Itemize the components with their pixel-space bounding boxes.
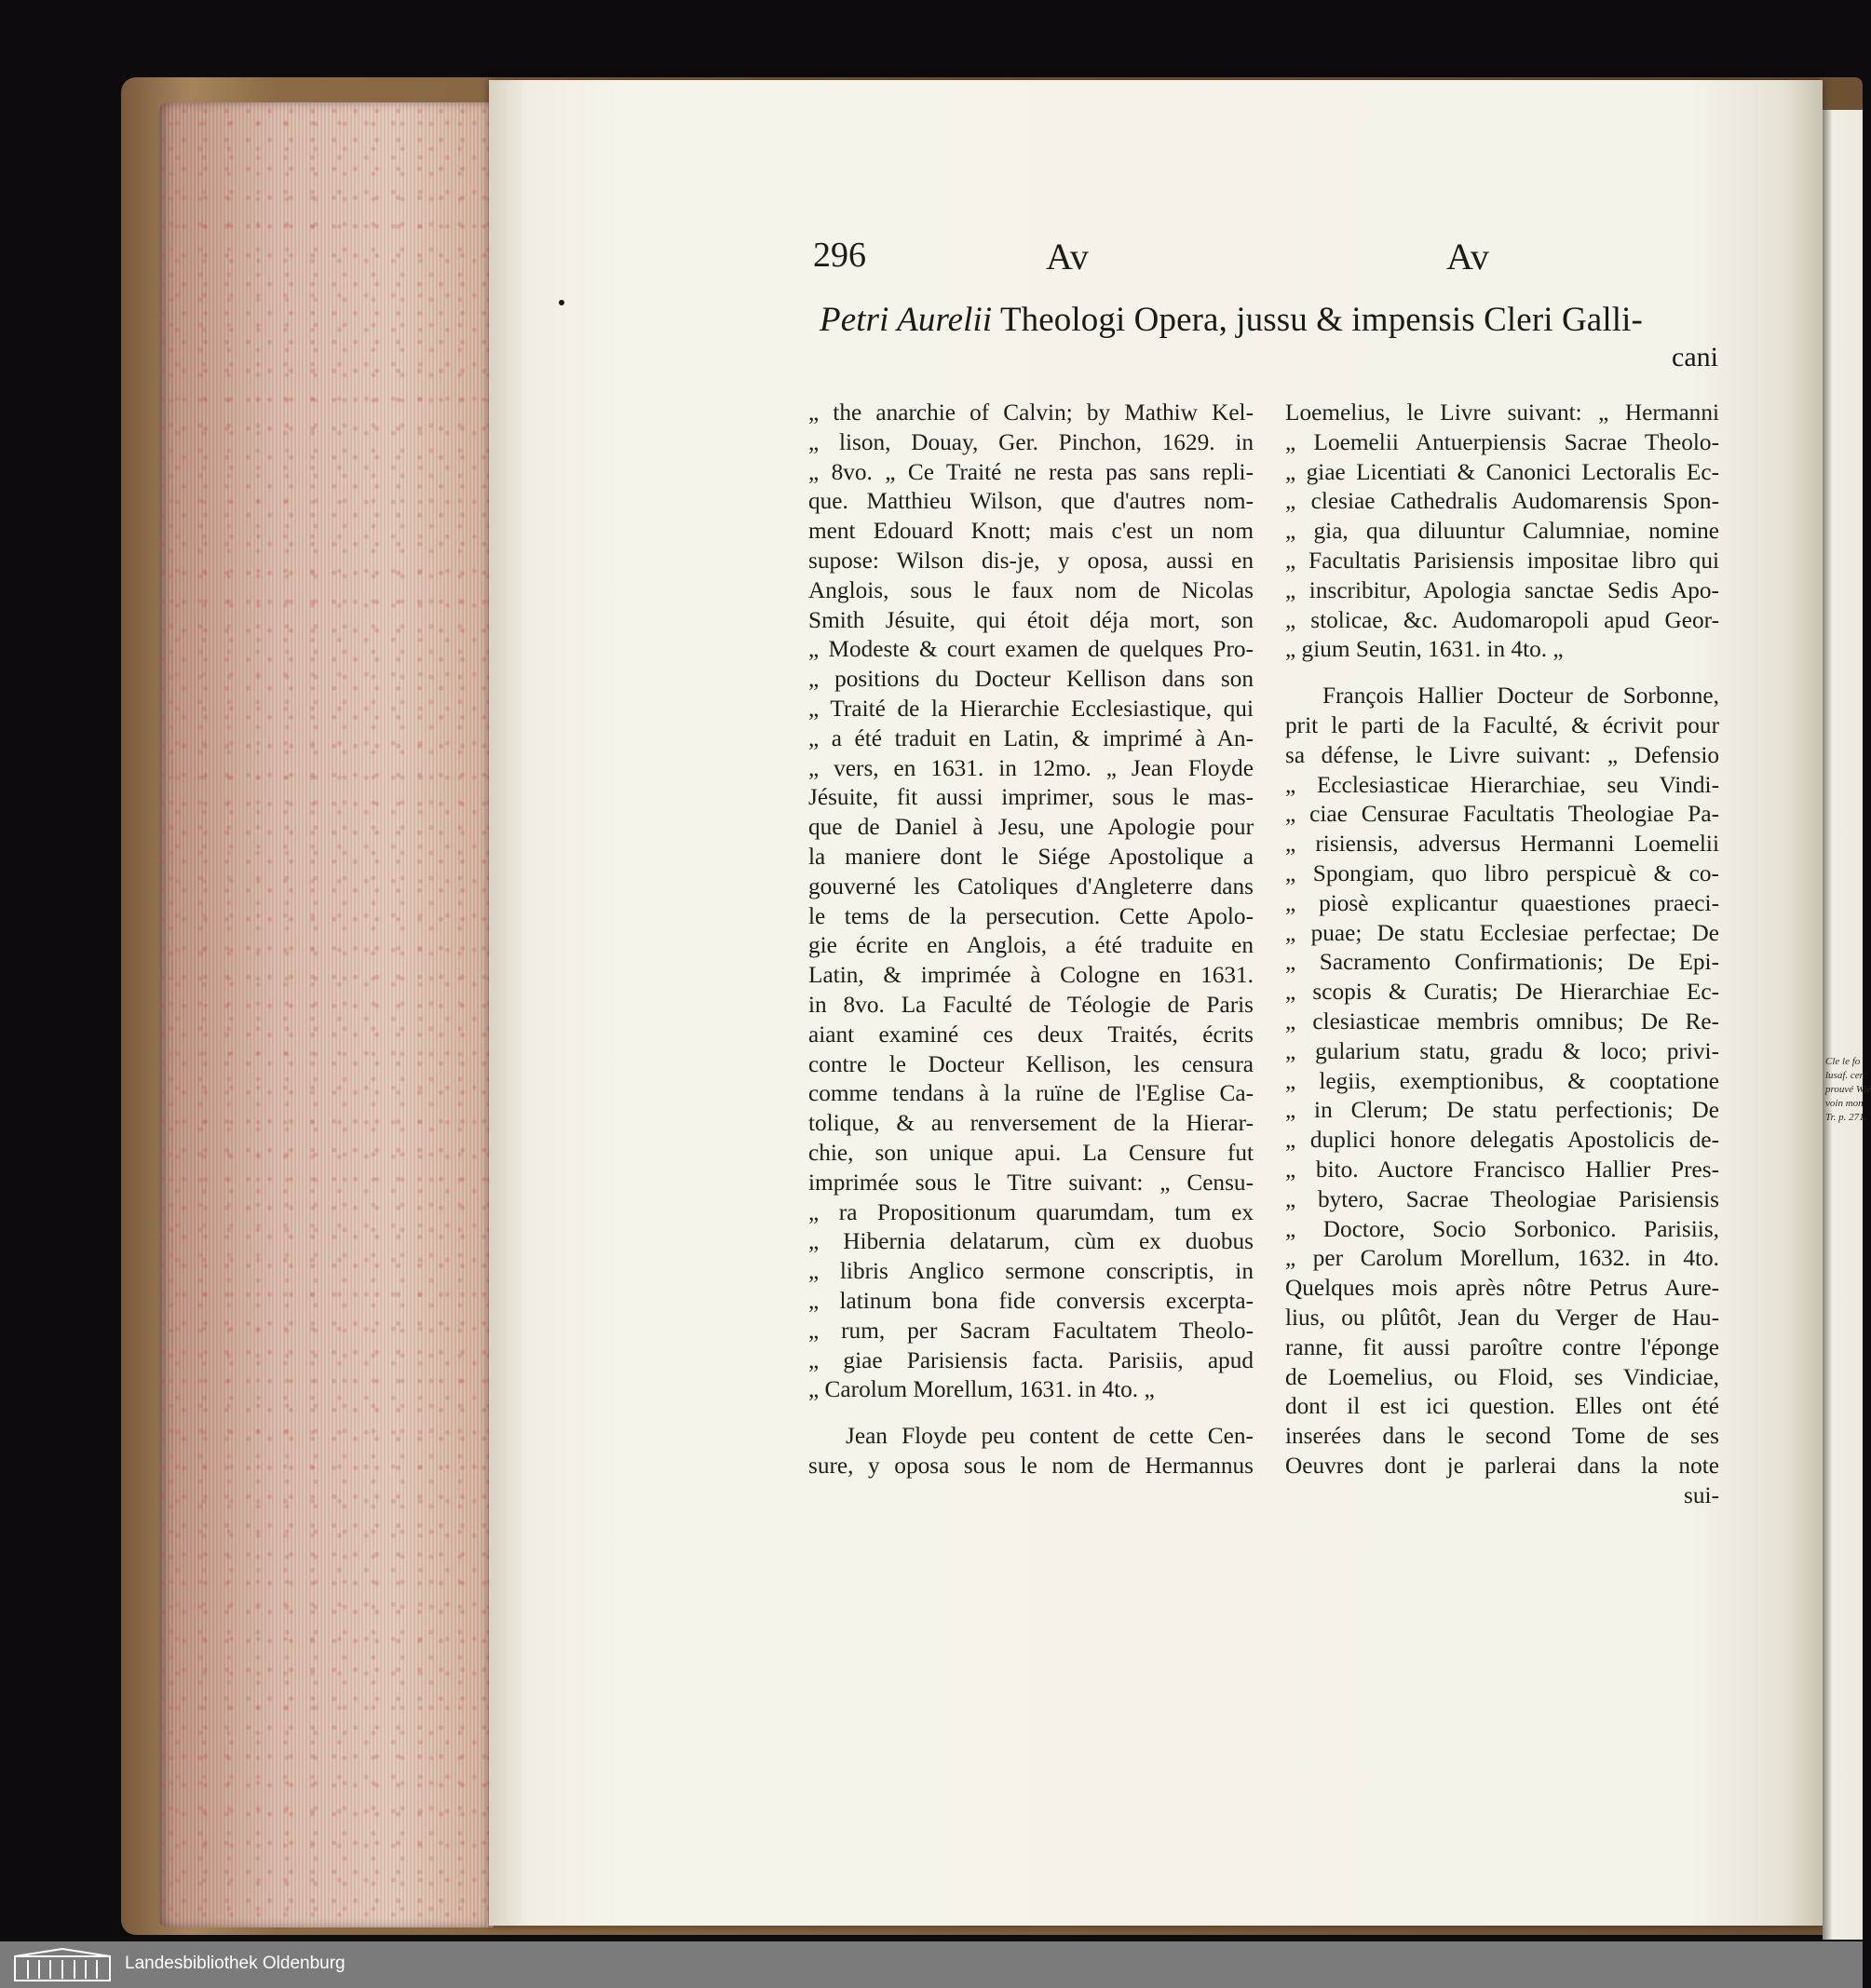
text-line: „ gularium statu, gradu & loco; privi- <box>1285 1037 1719 1064</box>
text-line: „ giae Licentiati & Canonici Lectoralis Ec- <box>1285 458 1719 485</box>
text-line: prit le parti de la Faculté, & écrivit pour <box>1285 711 1719 738</box>
text-line: „ clesiasticae membris omnibus; De Re- <box>1285 1008 1719 1035</box>
ink-dot <box>559 300 564 305</box>
text-line: „ the anarchie of Calvin; by Mathiw Kel- <box>808 399 1254 426</box>
running-head-left: Av <box>1046 236 1089 277</box>
text-line: gouverné les Catoliques d'Angleterre dans <box>808 872 1254 899</box>
text-line: de Loemelius, ou Floid, ses Vindiciae, <box>1285 1363 1719 1390</box>
text-line: „ per Carolum Morellum, 1632. in 4to. <box>1285 1245 1719 1272</box>
entry-title <box>820 300 1719 340</box>
text-line: „ Spongiam, quo libro perspicuè & co- <box>1285 859 1719 886</box>
text-line: in 8vo. La Faculté de Téologie de Paris <box>808 991 1254 1018</box>
left-text-column <box>808 399 1254 1481</box>
right-text-column <box>1285 399 1719 1510</box>
text-line: „ Traité de la Hierarchie Ecclesiastique, qui <box>808 695 1254 722</box>
text-line: comme tendans à la ruïne de l'Eglise Ca- <box>808 1080 1254 1107</box>
text-line: Latin, & imprimée à Cologne en 1631. <box>808 962 1254 989</box>
text-line: „ ra Propositionum quarumdam, tum ex <box>808 1198 1254 1225</box>
text-line: „ risiensis, adversus Hermanni Loemelii <box>1285 831 1719 858</box>
text-line: „ gium Seutin, 1631. in 4to. „ <box>1285 636 1564 663</box>
text-line: inserées dans le second Tome de ses <box>1285 1423 1719 1450</box>
text-line: François Hallier Docteur de Sorbonne, <box>1322 683 1719 710</box>
entry-title-author: Petri Aurelii <box>820 301 993 339</box>
text-line: „ scopis & Curatis; De Hierarchiae Ec- <box>1285 979 1719 1006</box>
text-line: „ bytero, Sacrae Theologiae Parisiensis <box>1285 1185 1719 1212</box>
text-line: „ giae Parisiensis facta. Parisiis, apud <box>808 1346 1254 1373</box>
text-line: que de Daniel à Jesu, une Apologie pour <box>808 814 1254 841</box>
text-line: „ Carolum Morellum, 1631. in 4to. „ <box>808 1376 1155 1403</box>
catchword: sui- <box>1684 1481 1719 1508</box>
text-line: tolique, & au renversement de la Hierar- <box>808 1110 1254 1137</box>
text-line: „ a été traduit en Latin, & imprimé à An- <box>808 724 1254 751</box>
library-building-icon <box>11 1947 114 1982</box>
text-line: sure, y oposa sous le nom de Hermannus <box>808 1452 1254 1479</box>
text-line: „ Ecclesiasticae Hierarchiae, seu Vindi- <box>1285 771 1719 798</box>
text-line: lius, ou plûtôt, Jean du Verger de Hau- <box>1285 1304 1719 1331</box>
text-line: imprimée sous le Titre suivant: „ Censu- <box>808 1169 1254 1196</box>
text-line: „ 8vo. „ Ce Traité ne resta pas sans repli- <box>808 458 1254 485</box>
text-line: le tems de la persecution. Cette Apolo- <box>808 902 1254 929</box>
text-line: „ Sacramento Confirmationis; De Epi- <box>1285 949 1719 976</box>
text-line: „ Modeste & court examen de quelques Pro- <box>808 636 1254 663</box>
text-line: „ Hibernia delatarum, cùm ex duobus <box>808 1228 1254 1255</box>
text-line: „ Facultatis Parisiensis impositae libro qui <box>1285 547 1719 574</box>
text-line: „ inscribitur, Apologia sanctae Sedis Apo- <box>1285 576 1719 603</box>
institution-name: Landesbibliothek Oldenburg <box>125 1954 346 1973</box>
text-line: la maniere dont le Siége Apostolique a <box>808 843 1254 870</box>
text-line: Jean Floyde peu content de cette Cen- <box>846 1423 1254 1450</box>
text-line: „ clesiae Cathedralis Audomarensis Spon- <box>1285 488 1719 515</box>
text-line: chie, son unique apui. La Censure fut <box>808 1139 1254 1166</box>
running-head-right: Av <box>1446 236 1489 277</box>
text-line: „ Loemelii Antuerpiensis Sacrae Theolo- <box>1285 428 1719 455</box>
entry-title-continuation: cani <box>1672 342 1718 372</box>
text-line: „ rum, per Sacram Facultatem Theolo- <box>808 1317 1254 1344</box>
text-line: sa défense, le Livre suivant: „ Defensio <box>1285 741 1719 768</box>
text-line: Quelques mois après nôtre Petrus Aure- <box>1285 1275 1719 1302</box>
text-line: „ duplici honore delegatis Apostolicis de- <box>1285 1127 1719 1154</box>
text-line: „ bito. Auctore Francisco Hallier Pres- <box>1285 1156 1719 1183</box>
text-line: contre le Docteur Kellison, les censura <box>808 1050 1254 1077</box>
text-line: „ legiis, exemptionibus, & cooptatione <box>1285 1067 1719 1094</box>
text-line: „ positions du Docteur Kellison dans son <box>808 666 1254 693</box>
text-line: „ ciae Censurae Facultatis Theologiae Pa- <box>1285 801 1719 828</box>
text-line: „ latinum bona fide conversis excerpta- <box>808 1287 1254 1314</box>
handwritten-margin-note: Cle le fo lusaf. cen prouvé Wié voin mon Tr. p. 271. <box>1825 1056 1871 1123</box>
text-line: „ lison, Douay, Ger. Pinchon, 1629. in <box>808 428 1254 455</box>
text-line: aiant examiné ces deux Traités, écrits <box>808 1021 1254 1048</box>
page-edges <box>158 102 494 1927</box>
paragraph-gap <box>1285 665 1719 682</box>
facing-page-edge <box>1823 110 1871 1940</box>
text-line: „ piosè explicantur quaestiones praeci- <box>1285 889 1719 916</box>
paragraph-gap <box>808 1405 1254 1422</box>
text-line: gie écrite en Anglois, a été traduite en <box>808 932 1254 959</box>
text-line: dont il est ici question. Elles ont été <box>1285 1393 1719 1420</box>
text-line: Oeuvres dont je parlerai dans la note <box>1285 1452 1719 1479</box>
text-line: supose: Wilson dis-je, y oposa, aussi en <box>808 547 1254 574</box>
text-line: „ puae; De statu Ecclesiae perfectae; De <box>1285 919 1719 946</box>
text-line: „ Doctore, Socio Sorbonico. Parisiis, <box>1285 1215 1719 1242</box>
text-line: que. Matthieu Wilson, que d'autres nom- <box>808 488 1254 515</box>
page-number: 296 <box>813 236 866 275</box>
text-line: Loemelius, le Livre suivant: „ Hermanni <box>1285 399 1719 426</box>
text-line: „ vers, en 1631. in 12mo. „ Jean Floyde <box>808 754 1254 781</box>
text-line: „ stolicae, &c. Audomaropoli apud Geor- <box>1285 606 1719 633</box>
entry-title-rest: Theologi Opera, jussu & impensis Cleri Galli- <box>999 301 1643 339</box>
footer-bar <box>0 1941 1863 1988</box>
text-line: „ in Clerum; De statu perfectionis; De <box>1285 1097 1719 1124</box>
text-line: Anglois, sous le faux nom de Nicolas <box>808 576 1254 603</box>
text-line: ment Edouard Knott; mais c'est un nom <box>808 518 1254 545</box>
text-line: ranne, fit aussi paroître contre l'éponge <box>1285 1333 1719 1360</box>
text-line: „ gia, qua diluuntur Calumniae, nomine <box>1285 518 1719 545</box>
text-line: Smith Jésuite, qui étoit déja mort, son <box>808 606 1254 633</box>
text-line: Jésuite, fit aussi imprimer, sous le mas- <box>808 784 1254 811</box>
text-line: „ libris Anglico sermone conscriptis, in <box>808 1258 1254 1285</box>
